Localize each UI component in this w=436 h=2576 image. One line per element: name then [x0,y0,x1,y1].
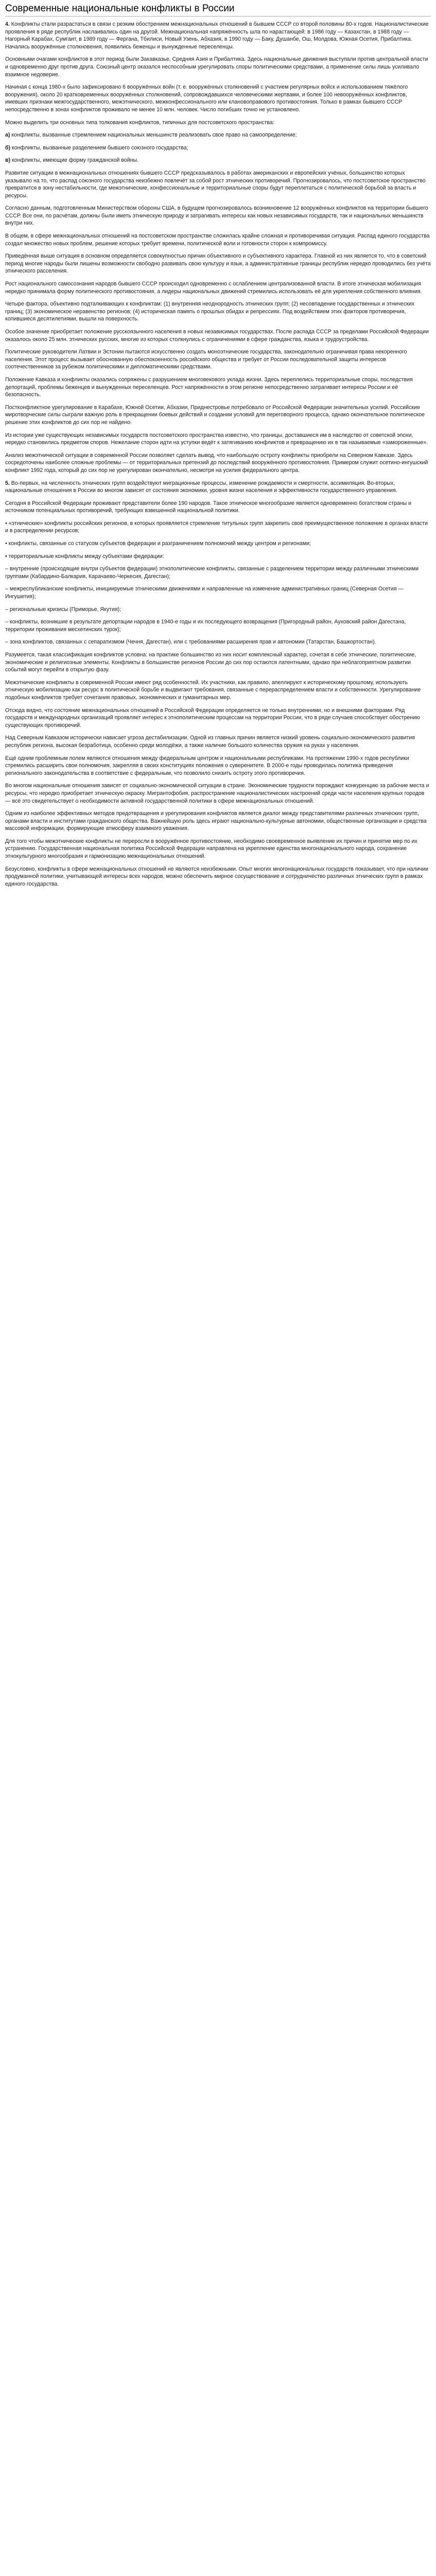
paragraph [5,540,431,548]
paragraph [5,56,431,78]
paragraph [5,232,431,247]
paragraph [5,755,431,777]
paragraph [5,606,431,614]
paragraph-text: Во многом национальные отношения зависят от социально-экономической ситуации в стране. Экономические трудности порождают конкуренцию за рабочие места и ресурсы, что нередко приобретает этническую окраску. Мигрантофобия, распространение националистических настроений среди части населения крупных городов — всё это свидетельствует о необходимости активной государственной политики в сфере межнациональных отношений. [5,783,429,804]
paragraph-text: Межэтнические конфликты в современной России имеют ряд особенностей. Их участники, как правило, апеллируют к историческому прошлому, использують этническую мобилизацию как ресурс в политической борьбе и выдвигают требования, связанные с перераспределением власти и собственности. Урегулирование подобных конфликтов требует сочетания правовых, экономических и гуманитарных мер. [5,679,421,701]
paragraph [5,170,431,199]
paragraph-number: 4. [5,21,10,27]
paragraph-text: Во-первых, на численность этнических групп воздействуют миграционные процессы, изменение рождаемости и смертности, ассимиляция. Во-вторых, национальные отношения в России во многом зависят от состояния экономики, уровня жизни населения и эффективности государственного управления. [5,480,397,494]
paragraph [5,452,431,474]
article [0,0,436,896]
paragraph-text: Согласно данным, подготовленным Министерством обороны США, в будущем прогнозировалось возникновение 12 вооружённых конфликтов на территории бывшего СССР. Все они, по расчётам, должны были иметь этническую природу и затрагивать интересы как новых независимых государств, так и национальных меньшинств внутри них. [5,205,428,227]
page-title: Современные национальные конфликты в России [5,3,431,16]
paragraph [5,480,431,495]
paragraph-text: Разумеется, такая классификация конфликтов условна: на практике большинство из них носит комплексный характер, сочетая в себе этнические, политические, экономические и религиозные элементы. Конфликты в большинстве регионов России до сих пор остаются латентными, однако при неблагоприятном развитии событий могут перейти в открытую фазу. [5,652,416,673]
paragraph-text: – внутренние (происходящие внутри субъектов федерации) этнополитические конфликты, связанные с разделением территории между различными этническими группами (Кабардино-Балкария, Карачаево-Черкесия, Дагестан); [5,566,419,580]
paragraph [5,866,431,888]
paragraph [5,252,431,275]
paragraph-text: Ещё одним проблемным полем являются отношения между федеральным центром и национальными республиками. На протяжении 1990-х годов республики стремились расширить свои полномочия, закрепляя в своих конституциях положения о суверенитете. В 2000-е годы проводилась политика приведения регионального законодательства в соответствие с федеральным, что позволило снизить остроту этого противоречия. [5,755,409,776]
paragraph-number: в) [5,157,11,164]
paragraph-text: конфликты, вызванные стремлением национальных меньшинств реализовать свое право на самоопределение; [11,132,297,139]
paragraph-text: Конфликты стали разрастаться в связи с резким обострением межнациональных отношений в бывшем СССР со второй половины 80-х годов. Националистические проявления в ряде республик наслаивались один на другой. Межнациональная напряжённость шла по нарастающей: в 1986 году — Казахстан, в 1988 году — Нагорный Карабах, Сумгаит, в 1989 году — Фергана, Тбилиси, Новый Узень, Абхазия, в 1990 году — Баку, Душанбе, Ош, Молдова, Южная Осетия, Прибалтика. Начались вооружённые столкновения, появились беженцы и вынужденные переселенцы. [5,21,429,50]
paragraph-text: Начиная с конца 1980-х было зафиксировано 6 вооружённых войн (т. е. вооружённых столкновений с участием регулярных войск и использованием тяжёлого вооружения), около 20 кратковременных вооружённых столкновений, сопровождавшихся человеческими жертвами, и более 100 невооружённых конфликтов, имевших признаки межгосударственного, межэтнического, межконфессионального или клановоправового противостояния. Только в рамках бывшего СССР непосредственно в зонах конфликтов проживало не менее 10 млн. человек. Число погибших точно не установлено. [5,84,408,113]
paragraph-text: Политические руководители Латвии и Эстонии пытаются искусственно создать моноэтнические государства, законодательно ограничивая права некоренного населения. Этот процесс вызывает обоснованную обеспокоенность российского общества и требует от России последовательной защиты интересов соотечественников за рубежом политическими и дипломатическими средствами. [5,349,407,370]
paragraph-number: 5. [5,480,10,486]
paragraph-text: Постконфликтное урегулирование в Карабахе, Южной Осетии, Абхазии, Приднестровье потребовало от Российской Федерации значительных усилий. Российские миротворческие силы сыграли важную роль в прекращении боевых действий и создании условий для переговорного процесса, однако окончательное политическое решение этих конфликтов до сих пор не найдено. [5,404,425,426]
paragraph-text: В общем, в сфере межнациональных отношений на постсоветском пространстве сложилась крайне сложная и противоречивая ситуация. Распад единого государства создал множество новых проблем, решение которых требует времени, политической воли и готовности сторон к компромиссу. [5,233,430,247]
paragraph [5,565,431,580]
paragraph [5,376,431,399]
paragraph-text: • территориальные конфликты между субъектами федерации: [5,553,164,560]
paragraph-text: конфликты, имеющие форму гражданской войны. [12,157,139,164]
paragraph [5,734,431,749]
paragraph [5,500,431,515]
paragraph-number: б) [5,144,11,151]
paragraph-text: – зона конфликтов, связанных с сепаратизмом (Чечня, Дагестан), или с требованиями расширения прав и автономии (Татарстан, Башкортостан). [5,639,376,646]
paragraph [5,618,431,633]
paragraph-text: Приведённая выше ситуация в основном определяется совокупностью причин объективного и субъективного характера. Главной из них является то, что в советский период многие народы были лишены возможности свободно развивать свою культуру и язык, а административные границы республик нередко проводились без учёта этнического расселения. [5,253,431,275]
paragraph-text: Можно выделить три основных типа толкования конфликтов, типичных для постсоветского пространства: [5,119,274,126]
paragraph [5,119,431,127]
paragraph-text: Четыре фактора, объективно подталкивающих к конфликтам: (1) внутренняя неоднородность этнических групп; (2) несовпадение государственных и этнических границ; (3) экономическое неравенство регионов; (4) историческая память о прошлых обидах и репрессиях. Под воздействием этих факторов противоречия, копившиеся десятилетиями, вышли на поверхность. [5,301,415,323]
paragraph-text: • конфликты, связанные со статусом субъектов федерации и разграничением полномочий между центром и регионами; [5,540,311,547]
paragraph-text: • «этнические» конфликты российских регионов, в которых проявляется стремление титульных групп закрепить своё преимущественное положение в органах власти и в распределении ресурсов; [5,520,428,534]
paragraph [5,404,431,427]
paragraph [5,585,431,600]
paragraph [5,83,431,113]
paragraph-text: Для того чтобы межэтнические конфликты не переросли в вооружённое противостояние, необходимо своевременное выявление их причин и принятие мер по их устранению. Государственная национальная политика Российской Федерации направлена на укрепление единства многонационального народа, сохранение этнокультурного многообразия и гармонизацию межнациональных отношений. [5,838,417,860]
paragraph-text: Отсюда видно, что состояние межнациональных отношений в Российской Федерации определяется не только внутренними, но и внешними факторами. Ряд государств и международных организаций проявляет интерес к этнополитическим процессам на территории России, что в ряде случаев способствует обострению существующих противоречий. [5,707,420,728]
paragraph-text: – региональные кризисы (Приморье, Якутия); [5,606,121,613]
paragraph [5,157,431,164]
paragraph [5,810,431,833]
paragraph-number: а) [5,132,10,139]
paragraph [5,144,431,152]
paragraph-text: Сегодня в Российской Федерации проживают представители более 190 народов. Такое этническое многообразие является одновременно богатством страны и источником потенциальных противоречий, требующих взвешенной национальной политики. [5,500,412,514]
paragraph [5,838,431,860]
paragraph-text: Особое значение приобретает положение русскоязычного населения в новых независимых государствах. После распада СССР за пределами Российской Федерации оказалось около 25 млн. этнических русских, многие из которых столкнулись с ограничениями в сфере гражданства, языка и трудоустройства. [5,329,429,343]
article-body [5,21,431,888]
paragraph [5,707,431,730]
paragraph [5,300,431,323]
paragraph-text: Положение Кавказа и конфликты оказались сопряжены с разрушением многовекового уклада жизни. Здесь переплелись территориальные споры, последствия депортаций, проблемы беженцев и вынужденных переселенцев. Рост напряжённости в этом регионе непосредственно затрагивает интересы России и её безопасность. [5,376,413,398]
paragraph-text: конфликты, вызванные разделением бывшего союзного государства; [12,144,188,151]
paragraph [5,348,431,371]
paragraph-text: Рост национального самосознания народов бывшего СССР происходил одновременно с ослаблением централизованной власти. В итоге этническая мобилизация нередко принимала форму политического противостояния, а лидеры национальных движений стремились использовать её для укрепления собственного влияния. [5,281,422,295]
paragraph [5,432,431,447]
paragraph [5,131,431,139]
paragraph [5,651,431,674]
paragraph [5,553,431,561]
paragraph-text: Развитие ситуации в межнациональных отношениях бывшего СССР предсказывалось в работах американских и европейских учёных, большинство которых указывало на то, что распад союзного государства неизбежно повлечёт за собой рост этнических противоречий. Прогнозировалось, что постсоветское пространство превратится в зону нестабильности, где межэтнические, конфессиональные и территориальные споры будут переплетаться с политической борьбой за власть и ресурсы. [5,170,426,199]
paragraph [5,638,431,646]
paragraph-text: – конфликты, возникшие в результате депортации народов в 1940-е годы и их последующего возвращения (Пригородный район, Ауховский район Дагестана, территории проживания месхетинских турок); [5,619,406,633]
paragraph-text: – межреспубликанские конфликты, инициируемые этническими движениями и направленные на изменение административных границ (Северная Осетия — Ингушетия); [5,586,404,600]
paragraph-text: Основными очагами конфликтов в этот период были Закавказье, Средняя Азия и Прибалтика. Здесь национальные движения выступали против центральной власти и одновременно друг против друга. Союзный центр оказался неспособным урегулировать споры политическими средствами, а применение силы лишь усиливало взаимное недоверие. [5,56,428,78]
paragraph [5,782,431,805]
paragraph [5,679,431,702]
paragraph [5,280,431,295]
paragraph [5,21,431,50]
paragraph-text: Безусловно, конфликты в сфере межнациональных отношений не являются неизбежными. Опыт многих многонациональных государств показывает, что при наличии продуманной политики, учитывающей интересы всех народов, можно обеспечить мирное сосуществование и сотрудничество различных этнических групп в рамках единого государства. [5,866,429,887]
paragraph-text: Из истории уже существующих независимых государств постсоветского пространства известно, что границы, доставшиеся им в наследство от советской эпохи, нередко становились предметом споров. Нежелание сторон идти на уступки ведёт к затягиванию конфликтов и превращению их в так называемые «замороженные». [5,432,428,446]
paragraph [5,520,431,535]
paragraph-text: Над Северным Кавказом исторически нависает угроза дестабилизации. Одной из главных причин является низкий уровень социально-экономического развития республик региона, высокая безработица, особенно среди молодёжи, а также наличие большого количества оружия на руках у населения. [5,735,415,749]
paragraph [5,205,431,227]
paragraph-text: Одним из наиболее эффективных методов предотвращения и урегулирования конфликтов является диалог между представителями различных этнических групп, органами власти и институтами гражданского общества. Важнейшую роль здесь играют национально-культурные автономии, общественные организации и средства массовой информации, формирующие атмосферу взаимного уважения. [5,810,427,832]
paragraph [5,328,431,343]
paragraph-text: Анализ межэтнической ситуации в современной России позволяет сделать вывод, что наибольшую остроту конфликты приобрели на Северном Кавказе. Здесь сосредоточены наиболее сложные проблемы — от территориальных претензий до последствий вооружённого противостояния. Примером служит осетино-ингушский конфликт 1992 года, который до сих пор не урегулирован окончательно, несмотря на усилия федерального центра. [5,452,428,473]
